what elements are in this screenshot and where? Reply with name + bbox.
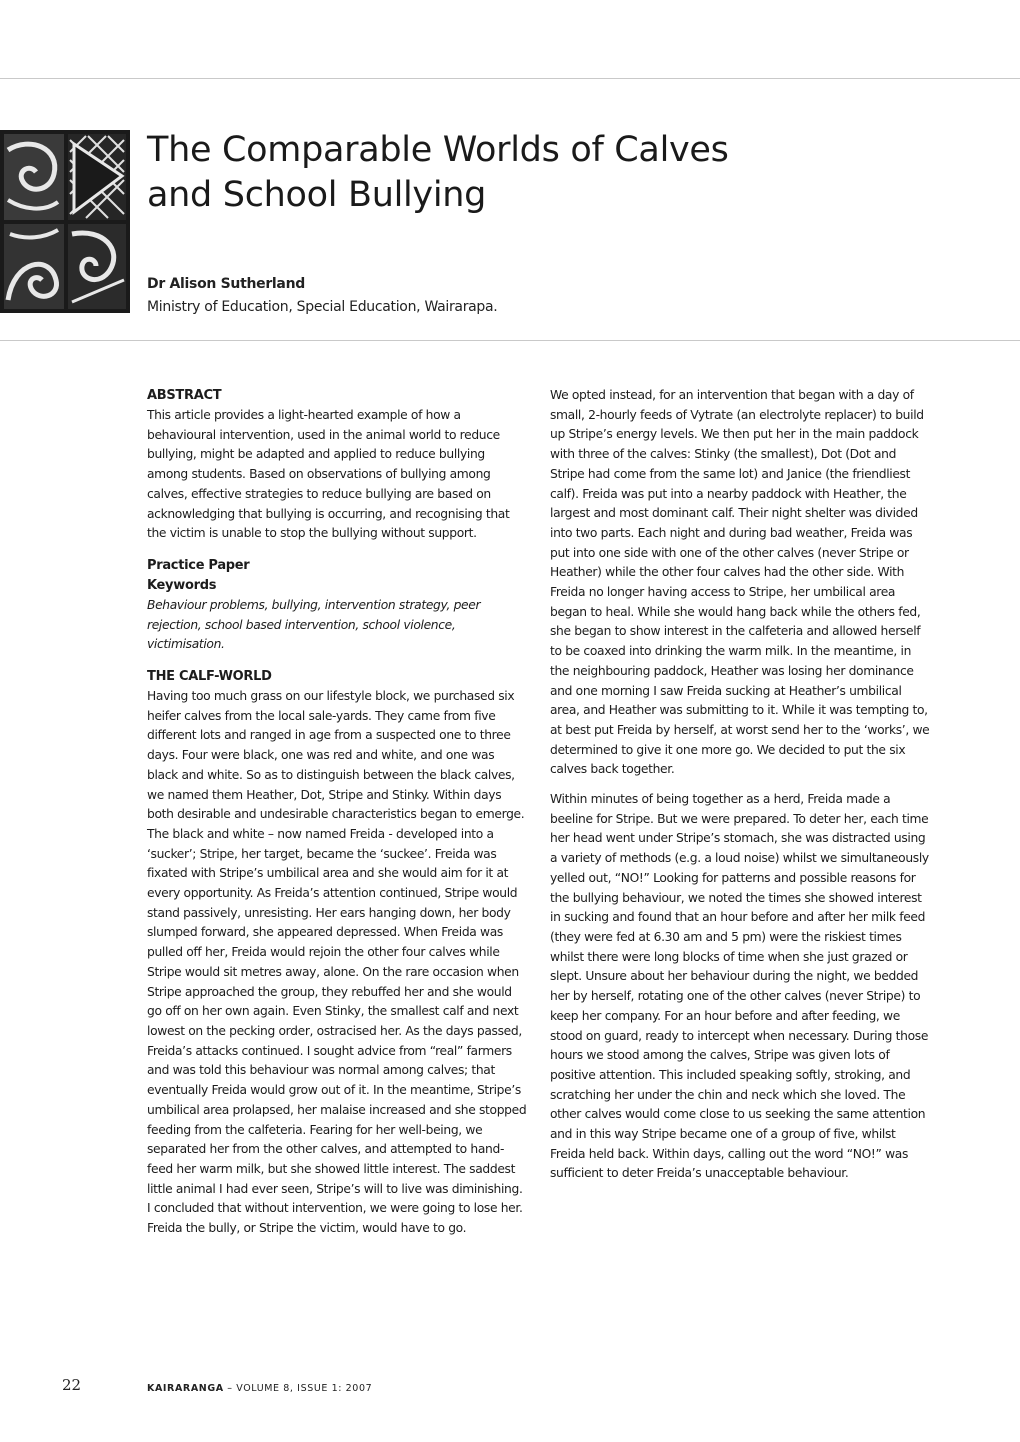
keywords-heading: Keywords bbox=[147, 577, 217, 593]
journal-citation bbox=[147, 1383, 372, 1394]
abstract-heading: ABSTRACT bbox=[147, 388, 222, 403]
intervention-paragraph: We opted instead, for an intervention that began with a day of small, 2-hourly feeds of Vytrate (an electrolyte replacer) to build up Stripe’s energy levels. We then put her in the main paddock with three of the calves: Stinky (the smallest), Dot (Dot and Stripe had come from the same lot) and Janice (the friendliest calf). Freida was put into a nearby paddock with Heather, the largest and most dominant calf. Their night shelter was divided into two parts. Each night and during bad weather, Freida was put into one side with one of the other calves (never Stripe or Heather) while the other four calves had the other side. With Freida no longer having access to Stripe, her umbilical area began to heal. While she would hang back while the others fed, she began to show interest in the calfeteria and allowed herself to be coaxed into drinking the warm milk. In the meantime, in the neighbouring paddock, Heather was losing her dominance and one morning I saw Freida sucking at Heather’s umbilical area, and Heather was submitting to it. While it was tempting to, at best put Freida by herself, at worst send her to the ‘works’, we determined to give it one more go. We decided to put the six calves back together. bbox=[550, 388, 930, 777]
page-number: 22 bbox=[62, 1376, 82, 1394]
calf-world-paragraph: Having too much grass on our lifestyle block, we purchased six heifer calves from the local sale-yards. They came from five different lots and ranged in age from a suspected one to three days. Four were black, one was red and white, and one was black and white. So as to distinguish between the black calves, we named them Heather, Dot, Stripe and Stinky. Within days both desirable and undesirable characteristics began to emerge. The black and white – now named Freida - developed into a ‘sucker’; Stripe, her target, became the ‘suckee’. Freida was fixated with Stripe’s umbilical area and she would aim for it at every opportunity. As Freida’s attention continued, Stripe would stand passively, unresisting. Her ears hanging down, her body slumped forward, she appeared depressed. When Freida was pulled off her, Freida would rejoin the other four calves while Stripe would sit metres away, alone. On the rare occasion when Stripe approached the group, they rebuffed her and she would go off on her own again. Even Stinky, the smallest calf and next lowest on the pecking order, ostracised her. As the days passed, Freida’s attacks continued. I sought advice from “real” farmers and was told this behaviour was normal among calves; that eventually Freida would grow out of it. In the meantime, Stripe’s umbilical area prolapsed, her malaise increased and she stopped feeding from the calfeteria. Fearing for her well-being, we separated her from the other calves, and attempted to hand-feed her warm milk, but she showed little interest. The saddest little animal I had ever seen, Stripe’s will to live was diminishing. I concluded that without intervention, we were going to lose her. Freida the bully, or Stripe the victim, would have to go. bbox=[147, 689, 527, 1236]
title-line-2: and School Bullying bbox=[147, 175, 487, 215]
author-affiliation: Ministry of Education, Special Education, Wairarapa. bbox=[147, 299, 498, 315]
author-name: Dr Alison Sutherland bbox=[147, 276, 305, 292]
article-title bbox=[147, 128, 987, 218]
koru-pattern-logo bbox=[0, 130, 130, 313]
paper-type: Practice Paper bbox=[147, 557, 250, 573]
journal-issue: – VOLUME 8, ISSUE 1: 2007 bbox=[223, 1383, 373, 1394]
right-column bbox=[550, 386, 932, 1184]
abstract-text: This article provides a light-hearted example of how a behavioural intervention, used in the animal world to reduce bullying, might be adapted and applied to reduce bullying among students. Based on observations of bullying among calves, effective strategies to reduce bullying are based on acknowledging that bullying is occurring, and recognising that the victim is unable to stop the bullying without support. bbox=[147, 408, 510, 541]
header-divider bbox=[0, 340, 1020, 341]
herd-paragraph: Within minutes of being together as a herd, Freida made a beeline for Stripe. But we were prepared. To deter her, each time her head went under Stripe’s stomach, she was distracted using a variety of methods (e.g. a loud noise) whilst we simultaneously yelled out, “NO!” Looking for patterns and possible reasons for the bullying behaviour, we noted the times she showed interest in sucking and found that an hour before and after her milk feed (they were fed at 6.30 am and 5 pm) were the riskiest times whilst there were long blocks of time when she just grazed or slept. Unsure about her behaviour during the night, we bedded her by herself, rotating one of the other calves (never Stripe) to keep her company. For an hour before and after feeding, we stood on guard, ready to intercept when necessary. During those hours we stood among the calves, Stripe was given lots of positive attention. This included speaking softly, stroking, and scratching her under the chin and neck which she loved. The other calves would come close to us seeking the same attention and in this way Stripe became one of a group of five, whilst Freida held back. Within days, calling out the word “NO!” was sufficient to deter Freida’s unacceptable behaviour. bbox=[550, 792, 929, 1181]
journal-name: KAIRARANGA bbox=[147, 1383, 224, 1394]
calf-world-heading: THE CALF-WORLD bbox=[147, 669, 272, 685]
top-rule bbox=[0, 78, 1020, 79]
title-line-1: The Comparable Worlds of Calves bbox=[147, 130, 729, 170]
left-column bbox=[147, 386, 527, 1239]
keywords-text: Behaviour problems, bullying, intervention strategy, peer rejection, school based intervention, school violence, victimisation. bbox=[147, 597, 481, 652]
